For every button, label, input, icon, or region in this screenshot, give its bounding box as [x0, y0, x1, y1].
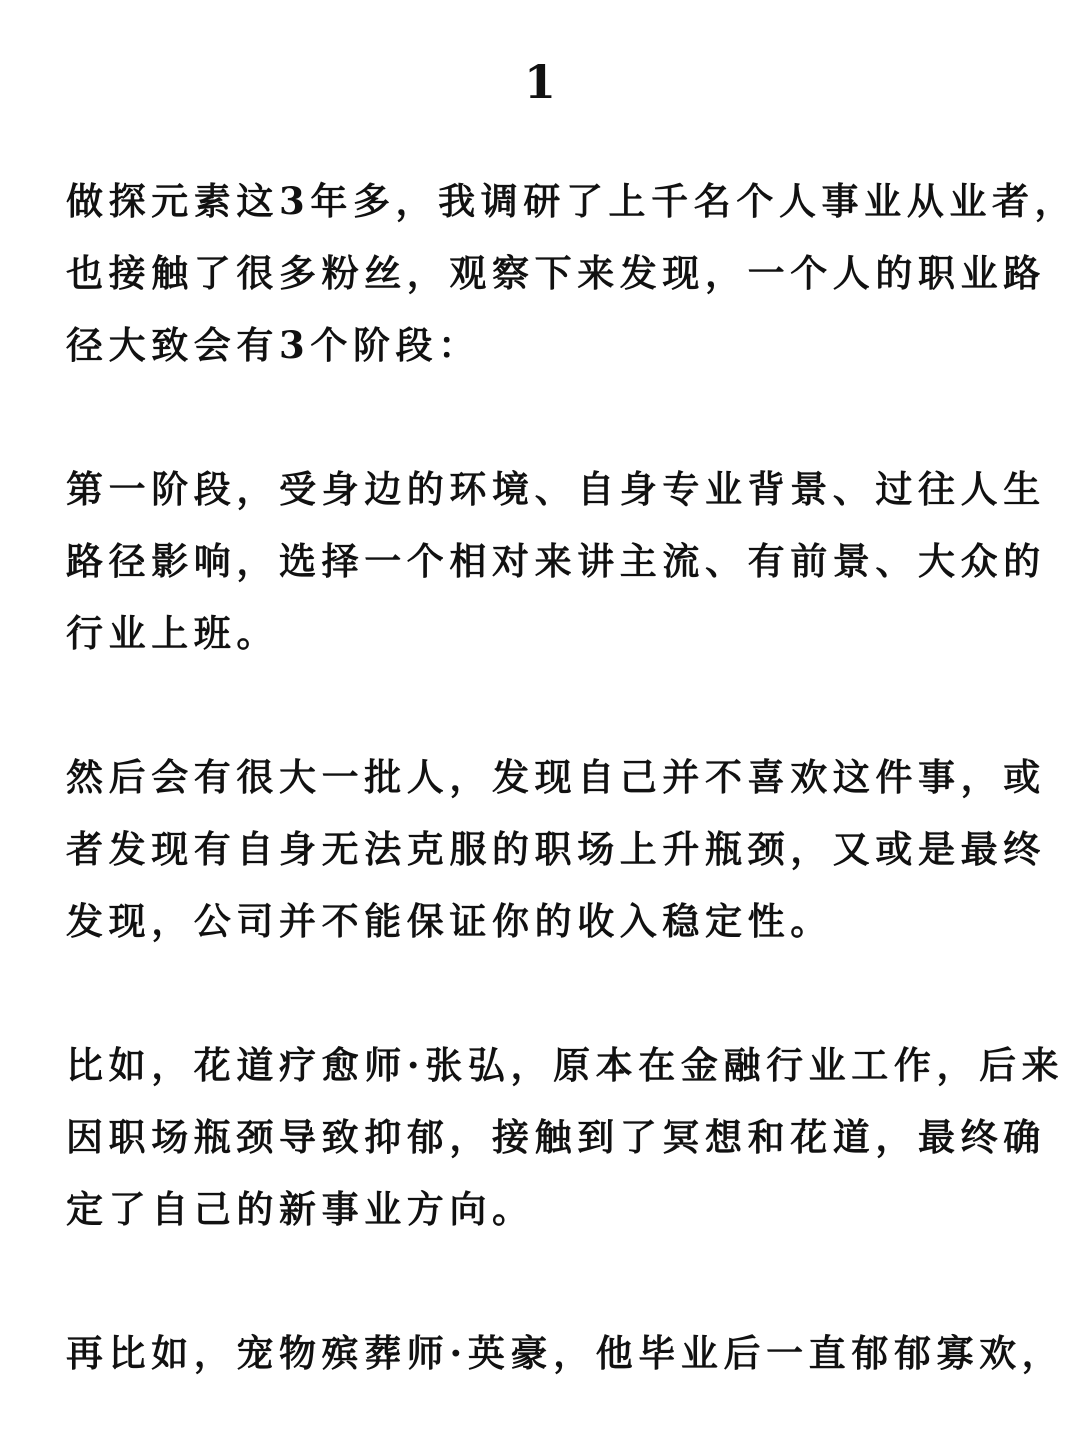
text-line: 也接触了很多粉丝，观察下来发现，一个人的职业路: [66, 251, 1046, 295]
text-line: 径大致会有3个阶段：: [66, 323, 481, 367]
text-line: 行业上班。: [66, 611, 279, 655]
paragraph-5: [66, 1317, 1065, 1389]
text-line: 第一阶段，受身边的环境、自身专业背景、过往人生: [66, 467, 1046, 511]
text-line: 再比如，宠物殡葬师·英豪，他毕业后一直郁郁寡欢，: [66, 1331, 1065, 1375]
page-number: 1: [523, 55, 556, 109]
paragraph-3: [66, 741, 1046, 957]
article-body: [66, 165, 1078, 1389]
paragraph-2: [66, 453, 1046, 669]
paragraph-4: [66, 1029, 1065, 1245]
paragraph-gap: [66, 1245, 1016, 1317]
paragraph-gap: [66, 669, 1016, 741]
paragraph-1: [66, 165, 1078, 381]
paragraph-gap: [66, 381, 1016, 453]
text-line: 定了自己的新事业方向。: [66, 1187, 535, 1231]
text-line: 因职场瓶颈导致抑郁，接触到了冥想和花道，最终确: [66, 1115, 1046, 1159]
text-line: 做探元素这3年多，我调研了上千名个人事业从业者，: [66, 179, 1078, 223]
text-line: 发现，公司并不能保证你的收入稳定性。: [66, 899, 833, 943]
text-line: 然后会有很大一批人，发现自己并不喜欢这件事，或: [66, 755, 1046, 799]
text-line: 比如，花道疗愈师·张弘，原本在金融行业工作，后来: [66, 1043, 1065, 1087]
text-line: 路径影响，选择一个相对来讲主流、有前景、大众的: [66, 539, 1046, 583]
text-line: 者发现有自身无法克服的职场上升瓶颈，又或是最终: [66, 827, 1046, 871]
paragraph-gap: [66, 957, 1016, 1029]
